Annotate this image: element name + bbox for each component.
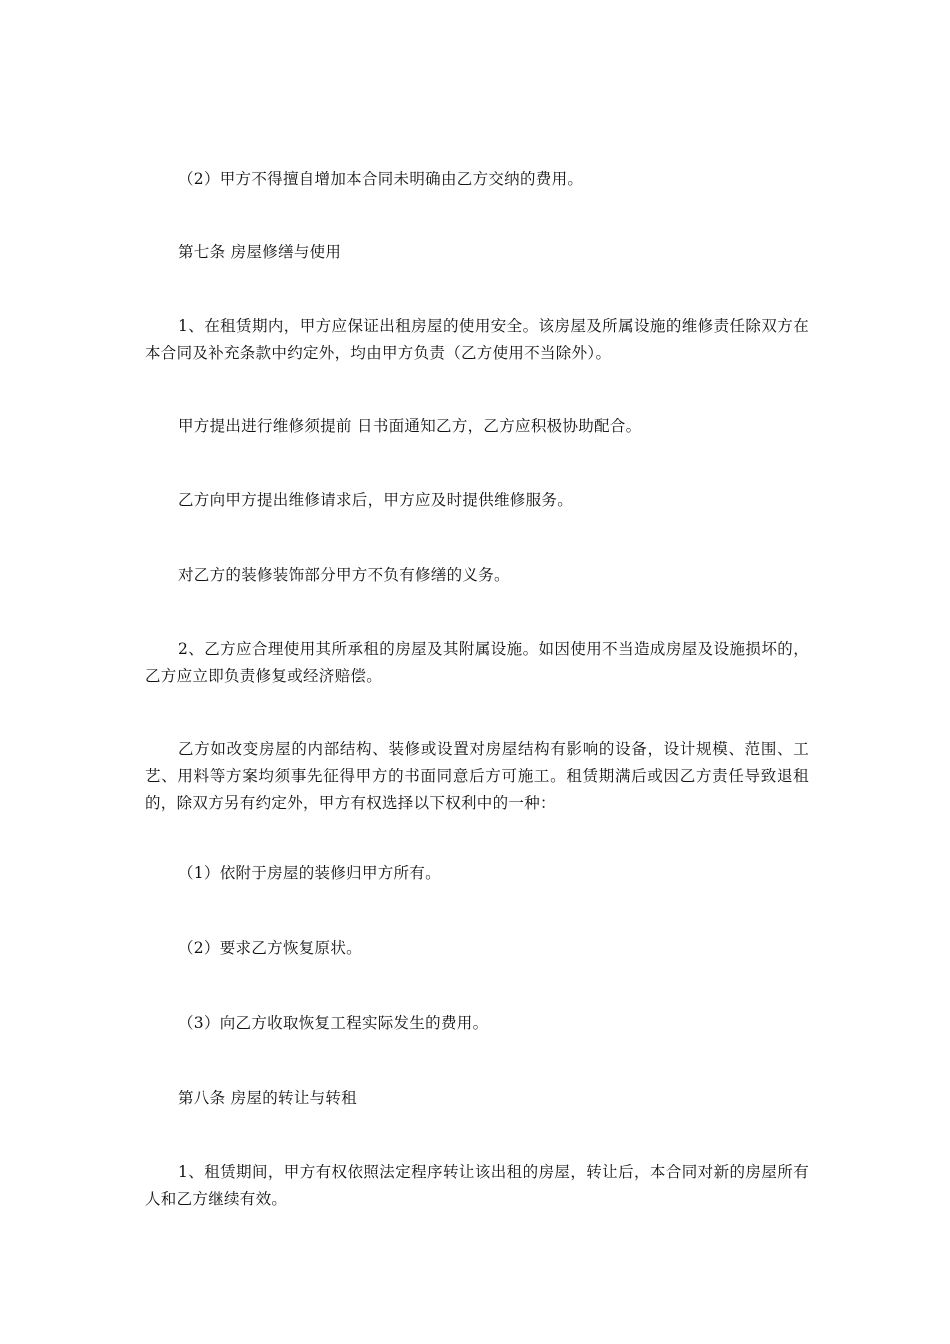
article-7-heading: 第七条 房屋修缮与使用: [178, 243, 342, 261]
article-7-option-3: （3）向乙方收取恢复工程实际发生的费用。: [178, 1014, 489, 1032]
article-7-item-1: 1、在租赁期内，甲方应保证出租房屋的使用安全。该房屋及所属设施的维修责任除双方在本合同及补充条款中约定外，均由甲方负责（乙方使用不当除外）。: [145, 317, 809, 362]
article-7-decoration-note: 对乙方的装修装饰部分甲方不负有修缮的义务。: [178, 566, 510, 584]
clause-6-item-2: （2）甲方不得擅自增加本合同未明确由乙方交纳的费用。: [178, 170, 584, 188]
article-7-item-2: 2、乙方应合理使用其所承租的房屋及其附属设施。如因使用不当造成房屋及设施损坏的，乙方应立即负责修复或经济赔偿。: [145, 640, 809, 685]
article-7-repair-request: 乙方向甲方提出维修请求后，甲方应及时提供维修服务。: [178, 491, 574, 509]
article-7-repair-notice: 甲方提出进行维修须提前 日书面通知乙方，乙方应积极协助配合。: [178, 417, 642, 435]
article-7-alteration: 乙方如改变房屋的内部结构、装修或设置对房屋结构有影响的设备，设计规模、范围、工艺、用料等方案均须事先征得甲方的书面同意后方可施工。租赁期满后或因乙方责任导致退租的，除双方另有约定外，甲方有权选择以下权利中的一种：: [145, 740, 809, 812]
article-7-option-2: （2）要求乙方恢复原状。: [178, 939, 362, 957]
article-8-heading: 第八条 房屋的转让与转租: [178, 1089, 358, 1107]
article-7-option-1: （1）依附于房屋的装修归甲方所有。: [178, 864, 441, 882]
article-8-item-1: 1、租赁期间，甲方有权依照法定程序转让该出租的房屋，转让后，本合同对新的房屋所有人和乙方继续有效。: [145, 1163, 809, 1208]
